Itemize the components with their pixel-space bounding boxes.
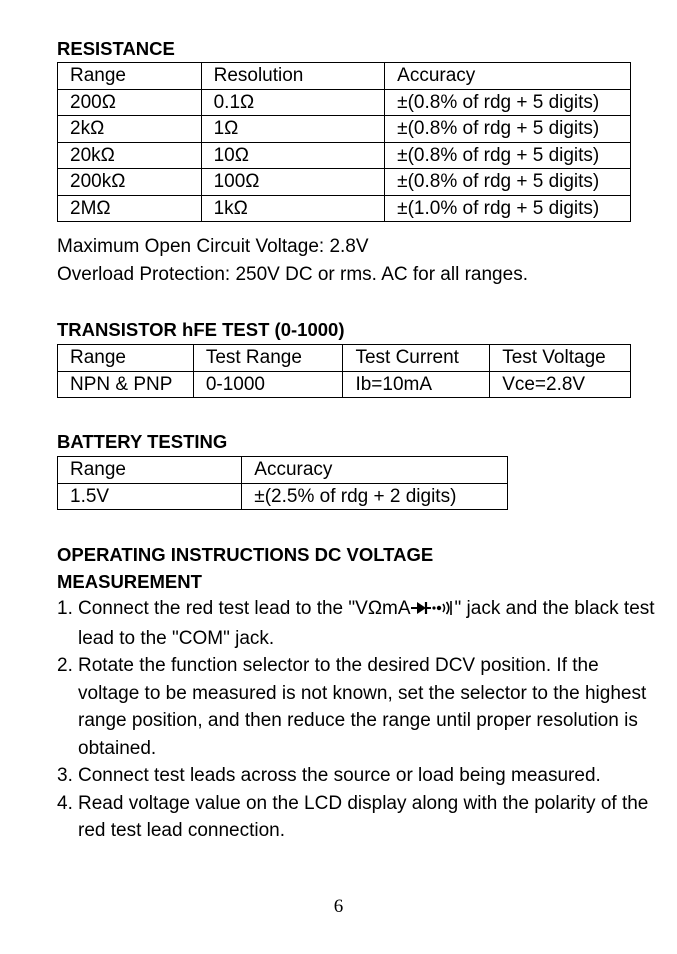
table-cell: 10Ω xyxy=(201,142,385,169)
table-cell: 1.5V xyxy=(58,483,242,510)
header-cell: Range xyxy=(58,457,242,484)
table-cell: ±(0.8% of rdg + 5 digits) xyxy=(385,116,631,143)
table-cell: 200Ω xyxy=(58,89,202,116)
diode-continuity-icon xyxy=(411,597,455,625)
table-cell: NPN & PNP xyxy=(58,371,194,398)
header-cell: Accuracy xyxy=(385,63,631,90)
table-cell: ±(1.0% of rdg + 5 digits) xyxy=(385,195,631,222)
max-open-circuit-note: Maximum Open Circuit Voltage: 2.8V xyxy=(57,236,369,257)
header-cell: Range xyxy=(58,63,202,90)
table-cell: 200kΩ xyxy=(58,169,202,196)
table-cell: Ib=10mA xyxy=(343,371,490,398)
step-number: 1. xyxy=(57,598,73,619)
page-number: 6 xyxy=(333,896,344,917)
table-cell: 2MΩ xyxy=(58,195,202,222)
table-row xyxy=(58,169,631,196)
instructions-heading-line1: OPERATING INSTRUCTIONS DC VOLTAGE xyxy=(57,544,434,565)
list-item xyxy=(57,790,657,845)
header-cell: Test Voltage xyxy=(490,345,631,372)
table-cell: ±(2.5% of rdg + 2 digits) xyxy=(242,483,508,510)
table-cell: 0.1Ω xyxy=(201,89,385,116)
list-item xyxy=(57,652,657,762)
table-cell: 0-1000 xyxy=(193,371,343,398)
table-cell: ±(0.8% of rdg + 5 digits) xyxy=(385,142,631,169)
table-cell: Vce=2.8V xyxy=(490,371,631,398)
transistor-table xyxy=(57,344,631,398)
step-text: Connect test leads across the source or load being measured. xyxy=(78,765,601,786)
step-text-after: " jack and the black test lead to the "COM" jack. xyxy=(78,598,655,649)
table-cell: 100Ω xyxy=(201,169,385,196)
header-cell: Test Range xyxy=(193,345,343,372)
transistor-heading: TRANSISTOR hFE TEST (0-1000) xyxy=(57,319,345,340)
header-cell: Range xyxy=(58,345,194,372)
step-number: 2. xyxy=(57,655,73,676)
resistance-table xyxy=(57,62,631,222)
table-header-row xyxy=(58,345,631,372)
table-header-row xyxy=(58,63,631,90)
table-row xyxy=(58,483,508,510)
table-cell: 1Ω xyxy=(201,116,385,143)
battery-table xyxy=(57,456,508,510)
step-text: Read voltage value on the LCD display along with the polarity of the red test lead connection. xyxy=(78,792,649,841)
table-cell: 20kΩ xyxy=(58,142,202,169)
step-text: Rotate the function selector to the desired DCV position. If the voltage to be measured is not known, set the selector to the highest range position, and then reduce the range until proper resolution is obtained. xyxy=(78,655,647,759)
step-number: 3. xyxy=(57,765,73,786)
list-item xyxy=(57,595,657,652)
table-row xyxy=(58,195,631,222)
table-row xyxy=(58,142,631,169)
header-cell: Resolution xyxy=(201,63,385,90)
table-row xyxy=(58,371,631,398)
table-cell: ±(0.8% of rdg + 5 digits) xyxy=(385,169,631,196)
battery-heading: BATTERY TESTING xyxy=(57,431,228,452)
instruction-steps xyxy=(57,595,657,845)
table-cell: 2kΩ xyxy=(58,116,202,143)
table-row xyxy=(58,116,631,143)
overload-protection-note: Overload Protection: 250V DC or rms. AC for all ranges. xyxy=(57,264,528,285)
instructions-heading-line2: MEASUREMENT xyxy=(57,571,202,592)
step-number: 4. xyxy=(57,792,73,814)
header-cell: Test Current xyxy=(343,345,490,372)
table-cell: ±(0.8% of rdg + 5 digits) xyxy=(385,89,631,116)
header-cell: Accuracy xyxy=(242,457,508,484)
table-row xyxy=(58,89,631,116)
step-text-before: Connect the red test lead to the "VΩmA xyxy=(78,598,411,619)
list-item xyxy=(57,762,657,790)
table-header-row xyxy=(58,457,508,484)
resistance-heading: RESISTANCE xyxy=(57,38,175,59)
table-cell: 1kΩ xyxy=(201,195,385,222)
